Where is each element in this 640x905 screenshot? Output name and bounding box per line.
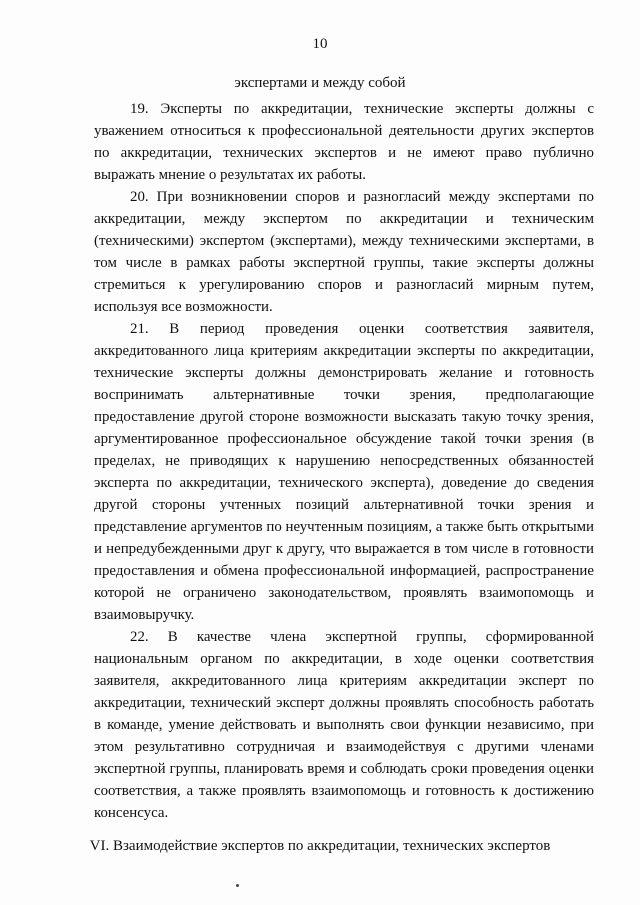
page-number: 10 [312, 36, 328, 52]
paragraph-21: 21. В период проведения оценки соответствия заявителя, аккредитованного лица критериям аккредитации эксперты по аккредитации, технические эксперты должны демонстрировать желание и готовность воспринимать альтернативные точки зрения, предполагающие предоставление другой стороне возможности высказать такую точку зрения, аргументированное профессиональное обсуждение такой точки зрения (в пределах, не приводящих к нарушению непосредственных обязанностей эксперта по аккредитации, технического эксперта), доведение до сведения другой стороны учтенных позиций альтернативной точки зрения и представление аргументов по неучтенным позициям, а также быть открытыми и непредубежденными друг к другу, что выражается в том числе в готовности предоставления и обмена профессиональной информацией, распространение которой не ограничено законодательством, проявлять взаимопомощь и взаимовыручку. [94, 321, 595, 623]
section-heading-continuation: экспертами и между собой [234, 75, 406, 91]
document-body [94, 98, 594, 824]
scan-artifact-dot [236, 884, 239, 887]
section-heading-vi: VI. Взаимодействие экспертов по аккредитации, технических экспертов [89, 838, 551, 854]
paragraph-20: 20. При возникновении споров и разногласий между экспертами по аккредитации, между экспертом по аккредитации и техническим (техническими) экспертом (экспертами), между техническими экспертами, в том числе в рамках работы экспертной группы, такие эксперты должны стремиться к урегулированию споров и разногласий мирным путем, используя все возможности. [94, 189, 594, 315]
paragraph-22: 22. В качестве члена экспертной группы, сформированной национальным органом по аккредитации, в ходе оценки соответствия заявителя, аккредитованного лица критериям аккредитации эксперт по аккредитации, технический эксперт должны проявлять способность работать в команде, умение действовать и выполнять свои функции независимо, при этом результативно сотрудничая и взаимодействуя с другими членами экспертной группы, планировать время и соблюдать сроки проведения оценки соответствия, а также проявлять взаимопомощь и готовность к достижению консенсуса. [94, 629, 594, 821]
paragraph-19: 19. Эксперты по аккредитации, технические эксперты должны с уважением относиться к профессиональной деятельности других экспертов по аккредитации, технических экспертов и не имеют право публично выражать мнение о результатах их работы. [94, 101, 594, 183]
